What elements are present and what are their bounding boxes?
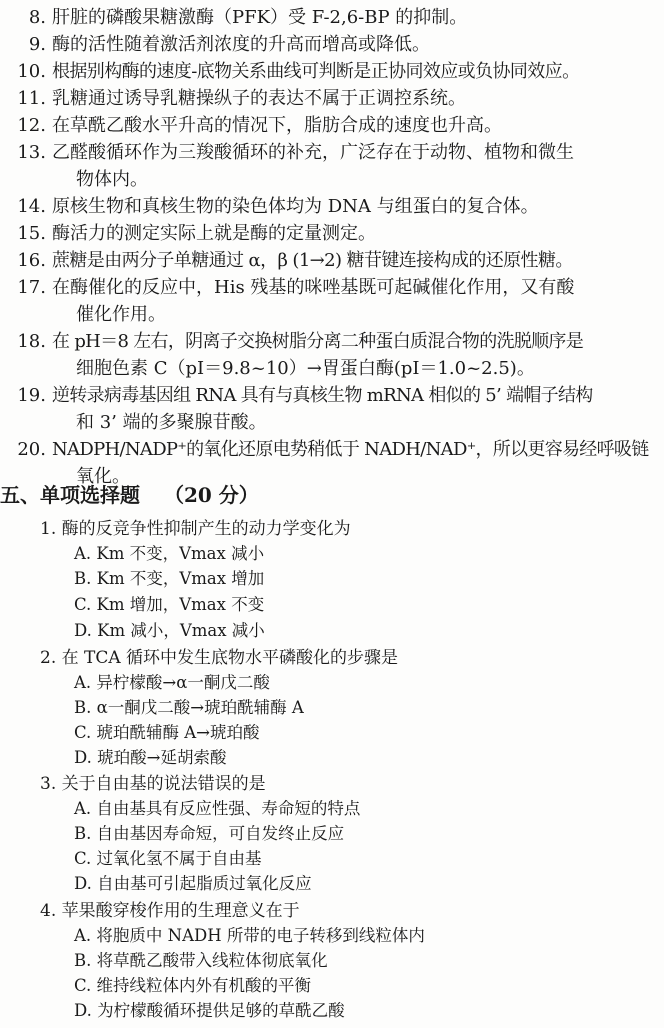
question-4-option-a: A. 将胞质中 NADH 所带的电子转移到线粒体内: [74, 926, 425, 945]
question-2-option-a: A. 异柠檬酸→α一酮戊二酸: [74, 673, 270, 692]
statement-text: 根据别构酶的速度-底物关系曲线可判断是正协同效应或负协同效应。: [52, 61, 580, 82]
statement-text: 在 pH＝8 左右，阴离子交换树脂分离二种蛋白质混合物的洗脱顺序是: [52, 331, 584, 352]
statement-text: 乙醛酸循环作为三羧酸循环的补充，广泛存在于动物、植物和微生: [52, 142, 574, 163]
statement-number: 16.: [17, 250, 46, 271]
statement-12: [4, 112, 660, 139]
statement-number: 9.: [28, 34, 46, 55]
question-1-option-d: D. Km 减小，Vmax 减小: [74, 621, 265, 640]
statement-continuation: 催化作用。: [76, 304, 166, 325]
statement-number: 15.: [17, 223, 46, 244]
statement-text: 乳糖通过诱导乳糖操纵子的表达不属于正调控系统。: [52, 88, 466, 109]
section-title: 五、单项选择题: [0, 483, 140, 507]
statement-10: [4, 58, 660, 85]
question-2-option-d: D. 琥珀酸→延胡索酸: [74, 748, 227, 767]
statement-number: 18.: [17, 331, 46, 352]
statement-text: 逆转录病毒基因组 RNA 具有与真核生物 mRNA 相似的 5’ 端帽子结构: [52, 385, 593, 406]
question-2-stem: 2. 在 TCA 循环中发生底物水平磷酸化的步骤是: [40, 648, 399, 668]
question-4-option-d: D. 为柠檬酸循环提供足够的草酰乙酸: [74, 1001, 345, 1020]
statement-11: [4, 85, 660, 112]
statement-text: NADPH/NADP⁺的氧化还原电势稍低于 NADH/NAD⁺，所以更容易经呼吸链: [52, 439, 649, 460]
question-1-stem: 1. 酶的反竞争性抑制产生的动力学变化为: [40, 519, 351, 539]
statement-number: 19.: [17, 385, 46, 406]
statement-text: 肝脏的磷酸果糖激酶（PFK）受 F-2,6-BP 的抑制。: [52, 7, 468, 28]
question-3-option-d: D. 自由基可引起脂质过氧化反应: [74, 874, 312, 893]
question-4-option-c: C. 维持线粒体内外有机酸的平衡: [74, 976, 312, 995]
question-4-option-b: B. 将草酰乙酸带入线粒体彻底氧化: [74, 951, 328, 970]
question-1-option-c: C. Km 增加，Vmax 不变: [74, 595, 265, 614]
statement-number: 14.: [17, 196, 46, 217]
statement-14: [4, 193, 660, 220]
statement-text: 在酶催化的反应中，His 残基的咪唑基既可起碱催化作用，又有酸: [52, 277, 575, 298]
statement-number: 11.: [17, 88, 46, 109]
statement-text: 原核生物和真核生物的染色体均为 DNA 与组蛋白的复合体。: [52, 196, 539, 217]
statement-number: 13.: [17, 142, 46, 163]
statement-continuation: 氧化。: [76, 466, 130, 487]
question-3-option-b: B. 自由基因寿命短，可自发终止反应: [74, 824, 345, 843]
question-3-option-a: A. 自由基具有反应性强、寿命短的特点: [74, 799, 361, 818]
question-1-option-b: B. Km 不变，Vmax 增加: [74, 569, 265, 588]
question-3-stem: 3. 关于自由基的说法错误的是: [40, 774, 266, 794]
statement-number: 8.: [28, 7, 46, 28]
statement-text: 酶活力的测定实际上就是酶的定量测定。: [52, 223, 376, 244]
statement-text: 酶的活性随着激活剂浓度的升高而增高或降低。: [52, 34, 430, 55]
statement-15: [4, 220, 660, 247]
statement-18: [4, 328, 660, 382]
section-heading: [0, 480, 259, 510]
statement-17: [4, 274, 660, 328]
statement-text: 在草酰乙酸水平升高的情况下，脂肪合成的速度也升高。: [52, 115, 502, 136]
question-3-option-c: C. 过氧化氢不属于自由基: [74, 849, 262, 868]
statement-continuation: 物体内。: [76, 169, 148, 190]
section-score: （20 分）: [164, 483, 259, 507]
question-2-option-c: C. 琥珀酰辅酶 A→琥珀酸: [74, 723, 260, 742]
question-1-option-a: A. Km 不变，Vmax 减小: [74, 544, 265, 563]
statement-number: 20.: [17, 439, 46, 460]
statement-text: 蔗糖是由两分子单糖通过 α，β (1→2) 糖苷键连接构成的还原性糖。: [52, 250, 573, 271]
statement-continuation: 和 3’ 端的多聚腺苷酸。: [76, 412, 267, 433]
question-2-option-b: B. α一酮戊二酸→琥珀酰辅酶 A: [74, 698, 304, 717]
statement-13: [4, 139, 660, 193]
statement-16: [4, 247, 660, 274]
statement-number: 12.: [17, 115, 46, 136]
statement-8: [4, 4, 660, 31]
statement-19: [4, 382, 660, 436]
statement-number: 10.: [17, 61, 46, 82]
statement-number: 17.: [17, 277, 46, 298]
statement-continuation: 细胞色素 C（pI＝9.8~10）→胃蛋白酶(pI＝1.0~2.5)。: [76, 358, 535, 379]
question-4-stem: 4. 苹果酸穿梭作用的生理意义在于: [40, 901, 300, 921]
statement-9: [4, 31, 660, 58]
